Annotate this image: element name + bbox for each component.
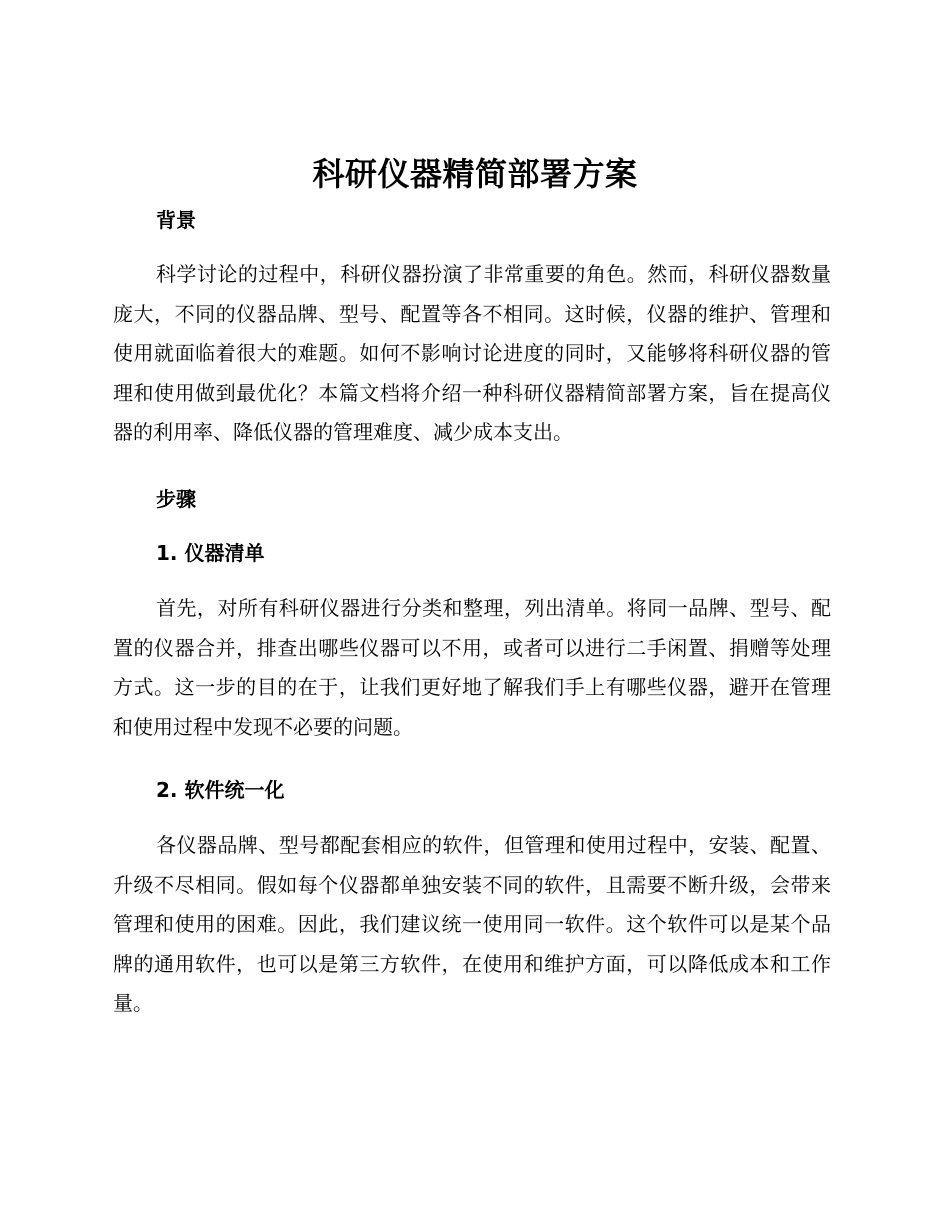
step2-paragraph: 各仪器品牌、型号都配套相应的软件，但管理和使用过程中，安装、配置、升级不尽相同。假如每个仪器都单独安装不同的软件，且需要不断升级，会带来管理和使用的困难。因此，我们建议统一使用同一软件。这个软件可以是某个品牌的通用软件，也可以是第三方软件，在使用和维护方面，可以降低成本和工作量。 bbox=[113, 833, 831, 1015]
step1-paragraph: 首先，对所有科研仪器进行分类和整理，列出清单。将同一品牌、型号、配置的仪器合并，排查出哪些仪器可以不用，或者可以进行二手闲置、捐赠等处理方式。这一步的目的在于，让我们更好地了解我们手上有哪些仪器，避开在管理和使用过程中发现不必要的问题。 bbox=[113, 596, 831, 739]
step1-heading: 1. 仪器清单 bbox=[156, 541, 265, 565]
section-heading-background: 背景 bbox=[156, 208, 196, 232]
section-heading-steps: 步骤 bbox=[156, 487, 196, 511]
background-paragraph: 科学讨论的过程中，科研仪器扮演了非常重要的角色。然而，科研仪器数量庞大，不同的仪器品牌、型号、配置等各不相同。这时候，仪器的维护、管理和使用就面临着很大的难题。如何不影响讨论进度的同时，又能够将科研仪器的管理和使用做到最优化？本篇文档将介绍一种科研仪器精简部署方案，旨在提高仪器的利用率、降低仪器的管理难度、减少成本支出。 bbox=[113, 262, 831, 444]
document-title: 科研仪器精简部署方案 bbox=[312, 155, 638, 193]
step2-heading: 2. 软件统一化 bbox=[156, 778, 285, 802]
